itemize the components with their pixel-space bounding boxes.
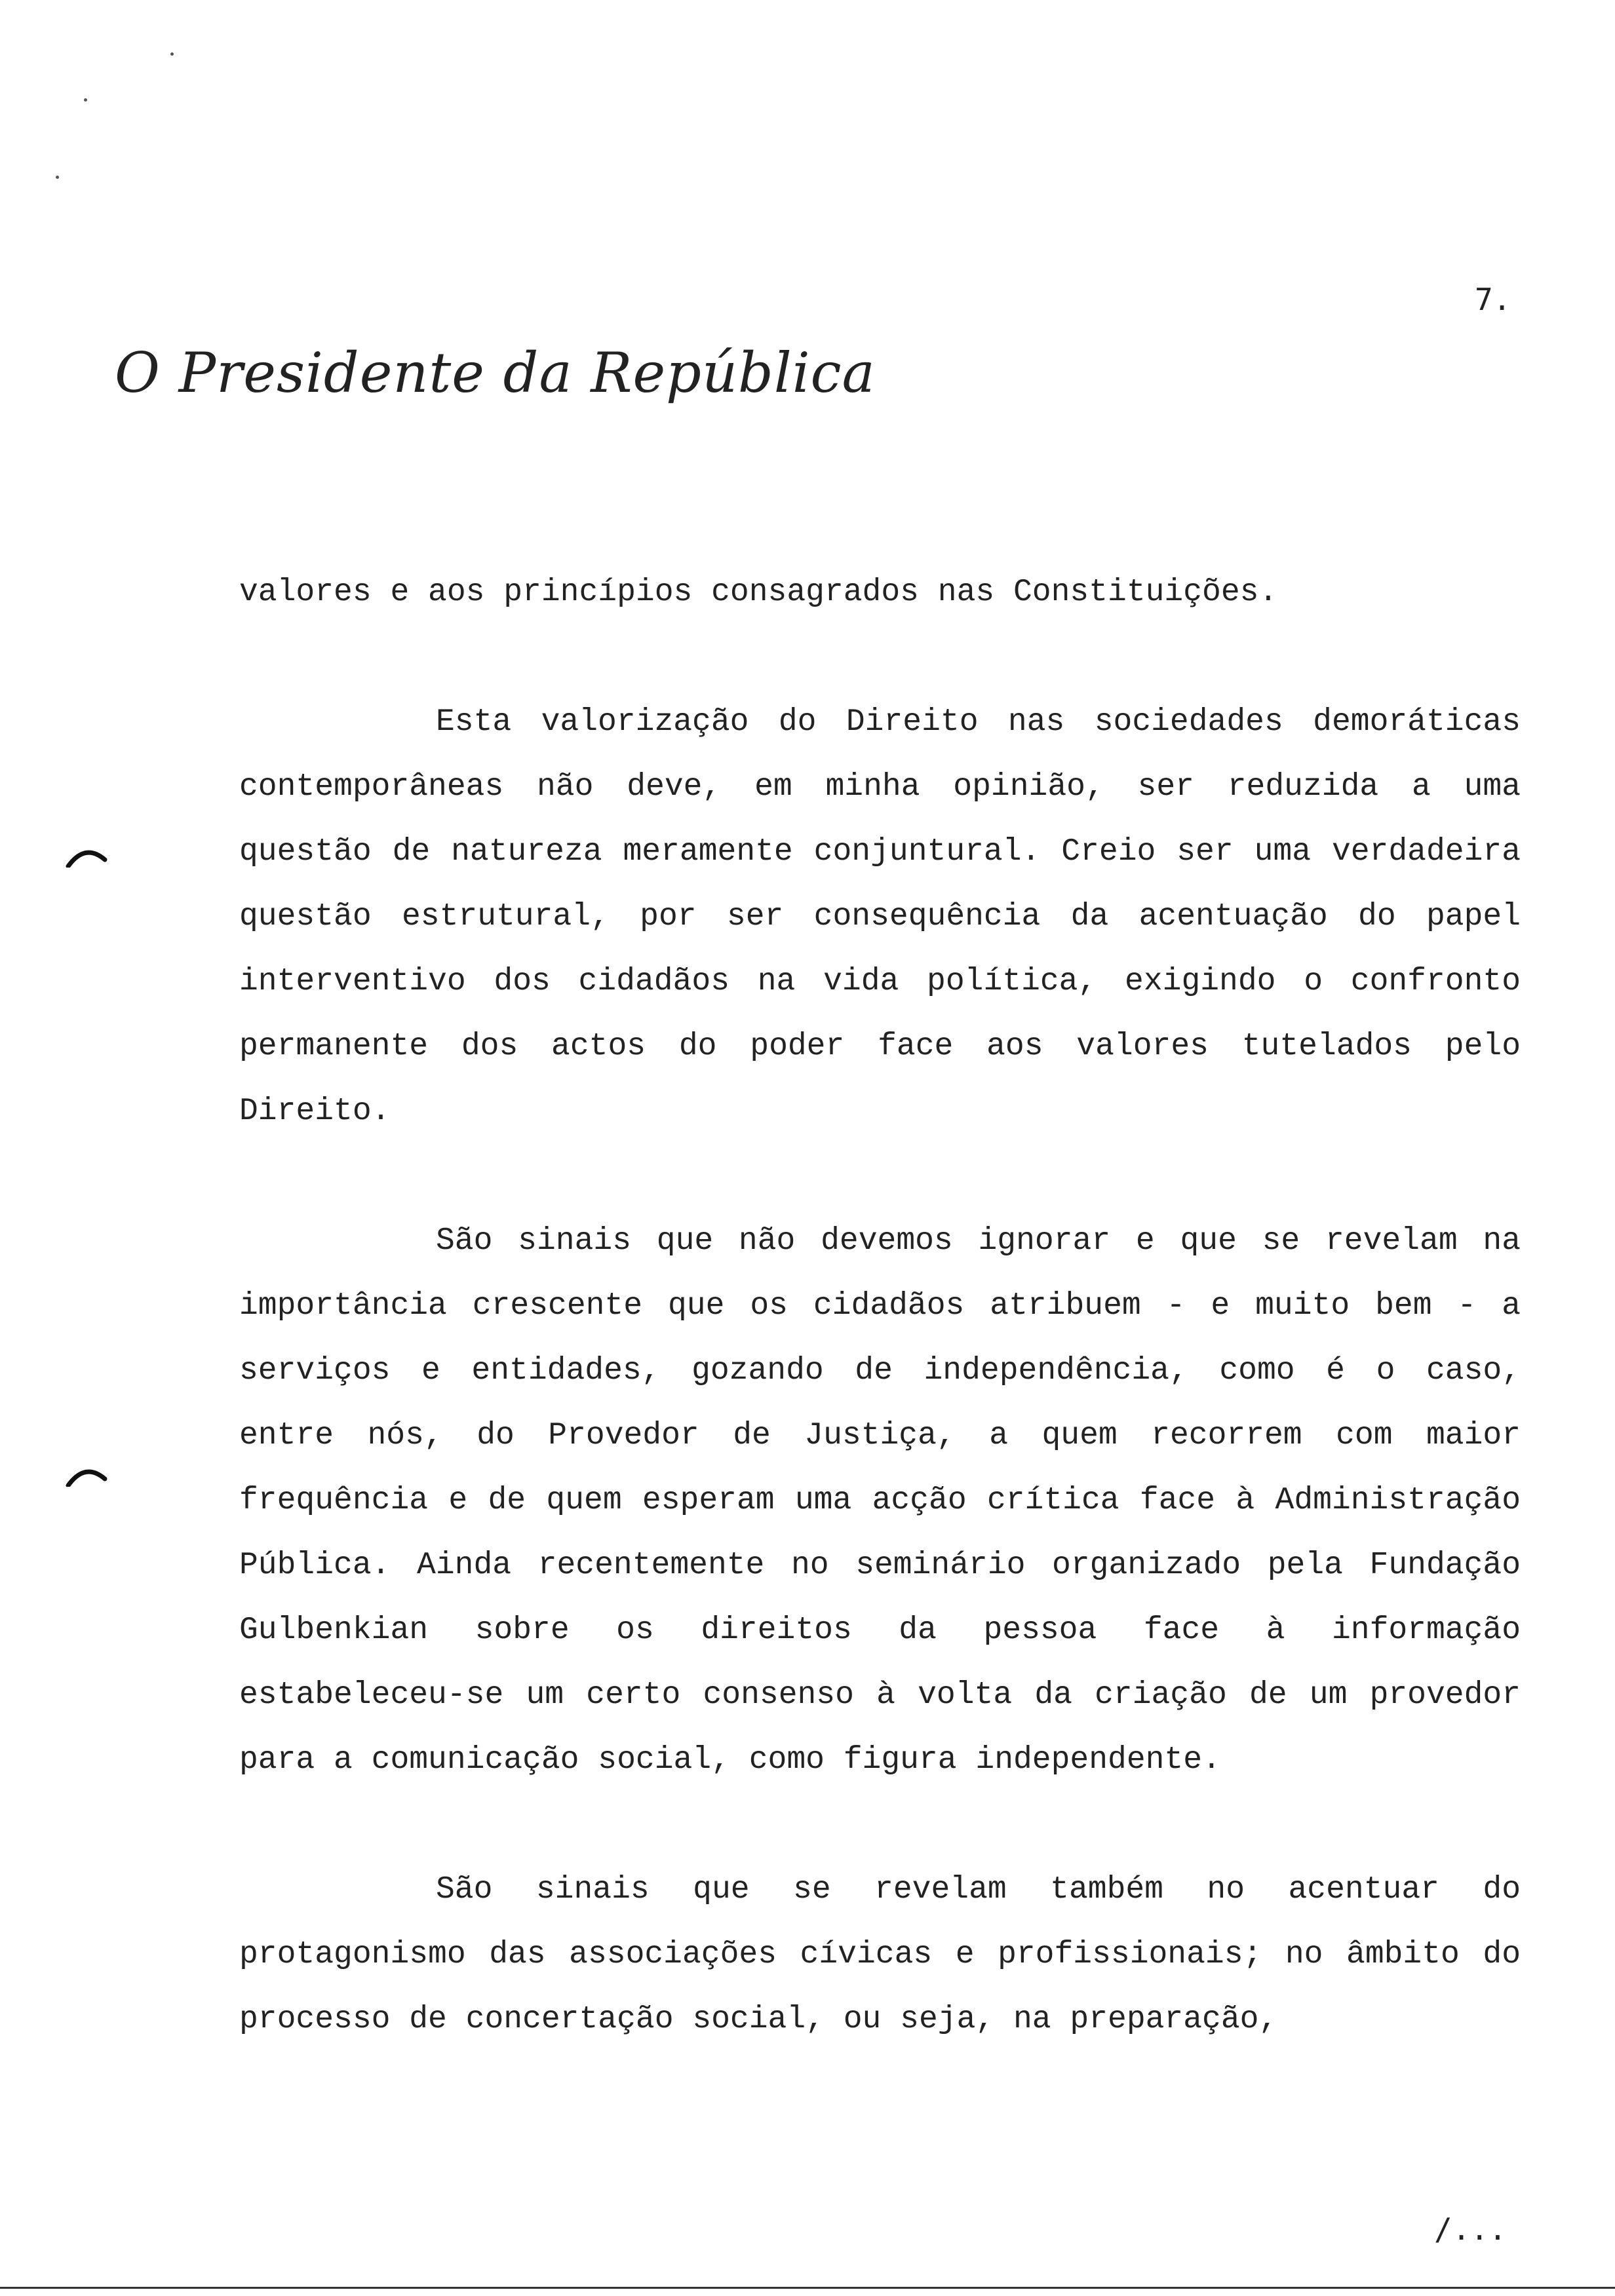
bottom-rule (0, 2287, 1615, 2289)
letterhead-title: O Presidente da República (115, 341, 876, 405)
page-number: 7. (1475, 282, 1511, 317)
letter-body (239, 560, 1521, 2117)
paragraph-continuation: valores e aos princípios consagrados nas Constituições. (239, 575, 1278, 610)
scan-speck (56, 176, 59, 179)
margin-arc-mark (66, 845, 107, 868)
continuation-mark: /... (1434, 2211, 1507, 2247)
scan-speck (170, 52, 174, 56)
margin-arc-mark (66, 1464, 107, 1487)
paragraph: Esta valorização do Direito nas sociedades demoráticas contemporâneas não deve, em minha opinião, ser reduzida a uma questão de natureza meramente conjuntural. Creio ser uma verdadeira questão estrutural, por ser consequência da acentuação do papel interventivo dos cidadãos na vida política, exigindo o confronto permanente dos actos do poder face aos valores tutelados pelo Direito. (239, 704, 1521, 1129)
scan-speck (84, 98, 87, 102)
paragraph: São sinais que não devemos ignorar e que se revelam na importância crescente que os cidadãos atribuem - e muito bem - a serviços e entidades, gozando de independência, como é o caso, entre nós, do Provedor de Justiça, a quem recorrem com maior frequência e de quem esperam uma acção crítica face à Administração Pública. Ainda recentemente no seminário organizado pela Fundação Gulbenkian sobre os direitos da pessoa face à informação estabeleceu-se um certo consenso à volta da criação de um provedor para a comunicação social, como figura independente. (239, 1223, 1521, 1778)
paragraph: São sinais que se revelam também no acentuar do protagonismo das associações cívicas e profissionais; no âmbito do processo de concertação social, ou seja, na preparação, (239, 1872, 1521, 2037)
